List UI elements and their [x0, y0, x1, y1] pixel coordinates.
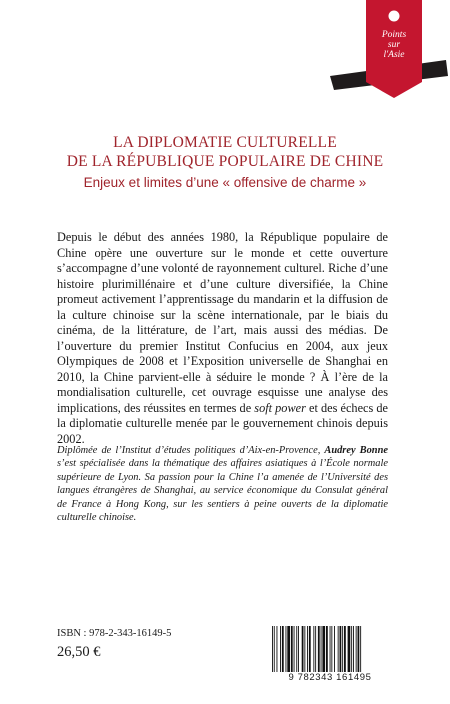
barcode-bar	[304, 626, 305, 676]
barcode-bar	[277, 626, 278, 676]
logo-line-1: Points	[381, 30, 407, 40]
author-bio-part-1: Diplômée de l’Institut d’études politiques d’Aix-en-Provence,	[57, 445, 321, 456]
barcode-bar	[298, 626, 299, 676]
description-italic-term: soft power	[254, 400, 306, 415]
description-part-2: et des échecs de la diplomatie culturelle menée par le gouvernement chinois depuis 2002.	[57, 400, 388, 446]
barcode-bar	[326, 626, 328, 676]
series-logo	[318, 0, 450, 100]
series-logo-text	[373, 30, 415, 60]
barcode-bar	[360, 626, 361, 676]
author-bio-part-2: s’est spécialisée dans la thématique des affaires asiatiques à l’École normale supérieure de Lyon. Sa passion pour la Chine l’a amenée de l’Université des langues étrangères de Shanghai, au service économique du Consulat général de France à Hong Kong, sur les sentiers à peine ouverts de la diplomatie culturelle chinoise.	[57, 458, 388, 524]
price: 26,50 €	[57, 644, 101, 660]
barcode-bar	[331, 626, 332, 676]
barcode-bar	[280, 626, 281, 676]
description-part-1: Depuis le début des années 1980, la République populaire de Chine opère une ouverture sur le monde et cette ouverture s’accompagne d’une volonté de rayonnement culturel. Riche d’une histoire plurimillénaire et d’une culture diversifiée, la Chine promeut activement l’apprentissage du mandarin et la diffusion de la culture chinoise sur la scène internationale, par le biais du cinéma, de la littérature, de l’art, mais aussi des médias. De l’ouverture du premier Institut Confucius en 2004, aux jeux Olympiques de 2008 et l’Exposition universelle de Shanghai en 2010, la Chine parvient-elle à séduire le monde ? À l’ère de la mondialisation culturelle, cet ouvrage esquisse une analyse des implications, des réussites en termes de	[57, 230, 388, 415]
barcode-bar	[358, 626, 360, 676]
barcode-bar	[296, 626, 297, 676]
barcode-bar	[294, 626, 295, 676]
barcode-bar	[318, 626, 320, 676]
author-bio	[57, 444, 388, 524]
barcode-bar	[356, 626, 357, 676]
barcode	[270, 626, 395, 678]
barcode-bar	[287, 626, 290, 676]
barcode-bar	[274, 626, 275, 676]
barcode-bar	[313, 626, 314, 676]
barcode-bar	[351, 626, 352, 676]
barcode-bar	[309, 626, 311, 676]
barcode-bar	[344, 626, 346, 676]
barcode-bar	[321, 626, 322, 676]
barcode-bar	[291, 626, 293, 676]
barcode-bar	[353, 626, 354, 676]
barcode-digits: 9 782343 161495	[262, 672, 398, 683]
barcode-bar	[315, 626, 316, 676]
barcode-bar	[302, 626, 304, 676]
barcode-bar	[307, 626, 308, 676]
description-text	[57, 230, 388, 447]
barcode-bar	[322, 626, 325, 676]
barcode-bar	[286, 626, 287, 676]
title-line-2: DE LA RÉPUBLIQUE POPULAIRE DE CHINE	[66, 153, 384, 170]
barcode-bar	[330, 626, 331, 676]
barcode-bar	[334, 626, 335, 676]
barcode-bar	[340, 626, 342, 676]
barcode-bar	[282, 626, 284, 676]
barcode-bar	[338, 626, 339, 676]
author-name: Audrey Bonne	[324, 445, 388, 456]
logo-line-3: l'Asie	[383, 50, 405, 60]
isbn: ISBN : 978-2-343-16149-5	[57, 628, 172, 639]
logo-line-2: sur	[387, 40, 401, 50]
subtitle: Enjeux et limites d’une « offensive de charme »	[83, 175, 367, 190]
title-line-1: LA DIPLOMATIE CULTURELLE	[113, 134, 337, 151]
title-block	[0, 133, 450, 191]
barcode-bar	[342, 626, 343, 676]
barcode-bar	[272, 626, 273, 676]
barcode-bar	[348, 626, 351, 676]
